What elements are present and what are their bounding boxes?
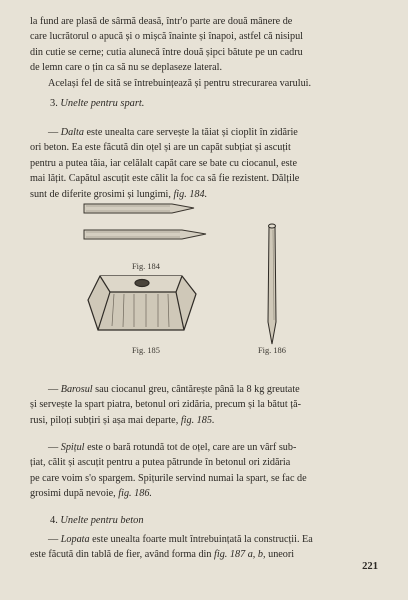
text-line: pentru a putea tăia, iar celălalt capăt care se bate cu ciocanul, este (30, 157, 297, 169)
figure-reference: fig. 186. (118, 488, 152, 500)
barosul-paragraph (30, 382, 382, 428)
text-span: este făcută din tablă de fier, având forma din (30, 549, 215, 561)
text-line (30, 486, 382, 501)
section-title: Unelte pentru spart. (60, 98, 145, 109)
sledgehammer-illustration (88, 276, 196, 330)
text-line: — Barosul sau ciocanul greu, cântărește până la 8 kg greutate (48, 384, 300, 395)
chisel-illustration-1 (84, 204, 194, 213)
term-dalta: Dalta (60, 127, 84, 138)
text-span: sau ciocanul greu, cântărește până la 8 kg greutate (92, 384, 300, 395)
spitul-paragraph (30, 440, 382, 502)
text-line: — Spițul este o bară rotundă tot de oțel, care are un vârf sub- (48, 442, 297, 453)
text-span: rusi, piloți subțiri și așa mai departe, (30, 414, 181, 426)
chisel-illustration-2 (84, 230, 206, 239)
figure-reference: fig. 184. (173, 188, 208, 200)
text-line: țiat, călit și ascuțit pentru a putea pătrunde în betonul ori zidăria (30, 457, 291, 469)
text-line: — Lopata este unealta foarte mult întrebuințată la construcții. Ea (48, 534, 313, 545)
text-line: mai lățit. Capătul ascuțit este călit la foc ca să fie rezistent. Dălțile (30, 173, 300, 185)
figure-reference: fig. 185. (180, 414, 215, 426)
text-span: este unealta foarte mult întrebuințată la construcții. Ea (89, 534, 313, 545)
figure-reference: fig. 187 a, b, (214, 549, 266, 561)
section-number: 3. (50, 98, 58, 109)
figure-caption: Fig. 186 (258, 346, 286, 355)
term-spitul: Spițul (60, 442, 85, 453)
term-lopata: Lopata (60, 534, 90, 545)
text-line: din cutie se cerne; cutia alunecă între două șipci bătute pe un cadru (30, 46, 303, 58)
text-span: este unealta care servește la tăiat și cioplit în zidărie (83, 127, 298, 138)
page-number: 221 (362, 561, 378, 572)
text-line: la fund are plasă de sârmă deasă, într'o parte are două mânere de (30, 16, 293, 27)
text-line: și servește la spart piatra, betonul ori zidăria, precum și la bătut ță- (30, 399, 302, 411)
text-line: Același fel de sită se întrebuințează și pentru strecurarea varului. (48, 77, 312, 89)
text-line (30, 547, 382, 562)
text-line: pe care voim s'o spargem. Spițurile servind numai la spart, se fac de (30, 472, 307, 484)
text-line: care lucrătorul o apucă și o mișcă înainte și înapoi, astfel că nisipul (30, 31, 303, 43)
figure-caption: Fig. 185 (132, 346, 160, 355)
text-line (30, 413, 382, 428)
steel-bar-illustration (268, 224, 276, 344)
text-span: sunt de diferite grosimi și lungimi, (30, 188, 174, 200)
figure-caption: Fig. 184 (132, 262, 160, 271)
lopata-paragraph (30, 532, 382, 563)
section-number: 4. (50, 515, 58, 526)
text-span: uneori (265, 549, 295, 561)
text-span: grosimi după nevoie, (30, 488, 119, 500)
text-line: de lemn care o țin ca să nu se deplaseze lateral. (30, 62, 223, 74)
section-heading (50, 513, 402, 528)
text-line: — Dalta este unealta care servește la tăiat și cioplit în zidărie (48, 127, 298, 138)
text-span: este o bară rotundă tot de oțel, care are un vârf sub- (84, 442, 297, 453)
section-title: Unelte pentru beton (60, 515, 144, 526)
text-line: ori beton. Ea este făcută din oțel și are un capăt subțiat și ascuțit (30, 142, 291, 154)
term-barosul: Barosul (60, 384, 93, 395)
